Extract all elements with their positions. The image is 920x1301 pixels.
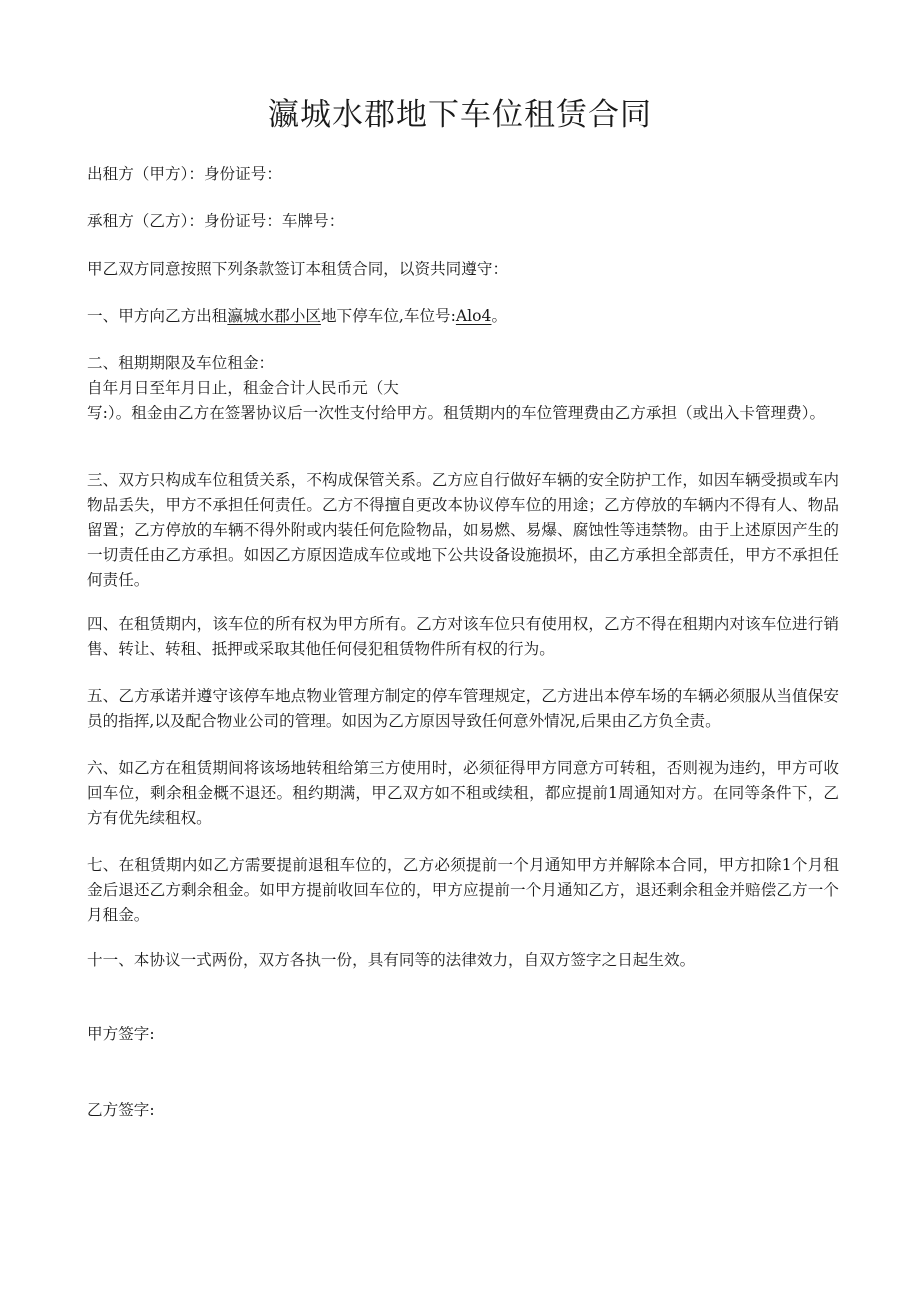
clause-2-heading: 二、租期期限及车位租金： — [87, 354, 275, 372]
clause-7: 七、在租赁期内如乙方需要提前退租车位的，乙方必须提前一个月通知甲方并解除本合同，甲方扣除1个月租金后退还乙方剩余租金。如甲方提前收回车位的，甲方应提前一个月通知乙方，退还剩余租金并赔偿乙方一个月租金。 — [87, 856, 839, 924]
party-a-signature-label: 甲方签字: — [87, 1025, 155, 1043]
lessee-line: 承租方（乙方）：身份证号：车牌号： — [87, 212, 345, 230]
clause-1-suffix: 。 — [491, 307, 508, 325]
intro-paragraph: 甲乙双方同意按照下列条款签订本租赁合同，以资共同遵守： — [87, 260, 509, 278]
clause-2-line1: 自年月日至年月日止，租金合计人民币元（大 — [87, 379, 399, 397]
clause-11: 十一、本协议一式两份，双方各执一份，具有同等的法律效力，自双方签字之日起生效。 — [87, 951, 696, 969]
clause-2-line2: 写:）。租金由乙方在签署协议后一次性支付给甲方。租赁期内的车位管理费由乙方承担（或出入卡管理费）。 — [87, 404, 826, 422]
clause-5: 五、乙方承诺并遵守该停车地点物业管理方制定的停车管理规定，乙方进出本停车场的车辆必须服从当值保安员的指挥,以及配合物业公司的管理。如因为乙方原因导致任何意外情况,后果由乙方负全责。 — [87, 687, 839, 730]
clause-3: 三、双方只构成车位租赁关系，不构成保管关系。乙方应自行做好车辆的安全防护工作，如因车辆受损或车内物品丢失，甲方不承担任何责任。乙方不得擅自更改本协议停车位的用途；乙方停放的车辆内不得有人、物品留置；乙方停放的车辆不得外附或内装任何危险物品，如易燃、易爆、腐蚀性等违禁物。由于上述原因产生的一切责任由乙方承担。如因乙方原因造成车位或地下公共设备设施损坏，由乙方承担全部责任，甲方不承担任何责任。 — [87, 471, 839, 589]
parking-space-number: Alo4 — [455, 307, 492, 325]
clause-6: 六、如乙方在租赁期间将该场地转租给第三方使用时，必须征得甲方同意方可转租，否则视为违约，甲方可收回车位，剩余租金概不退还。租约期满，甲乙双方如不租或续租，都应提前1周通知对方。在同等条件下，乙方有优先续租权。 — [87, 759, 840, 827]
clause-2 — [87, 351, 839, 426]
document-title: 瀛城水郡地下车位租赁合同 — [268, 97, 652, 133]
clause-1-middle: 地下停车位,车位号: — [320, 307, 456, 325]
party-b-signature-label: 乙方签字: — [87, 1101, 155, 1119]
clause-4: 四、在租赁期内，该车位的所有权为甲方所有。乙方对该车位只有使用权，乙方不得在租期内对该车位进行销售、转让、转租、抵押或采取其他任何侵犯租赁物件所有权的行为。 — [87, 615, 839, 658]
lessor-line: 出租方（甲方）：身份证号： — [87, 165, 282, 183]
community-name: 瀛城水郡小区 — [227, 307, 321, 325]
clause-1-prefix: 一、甲方向乙方出租 — [87, 307, 228, 325]
clause-1 — [87, 304, 839, 329]
